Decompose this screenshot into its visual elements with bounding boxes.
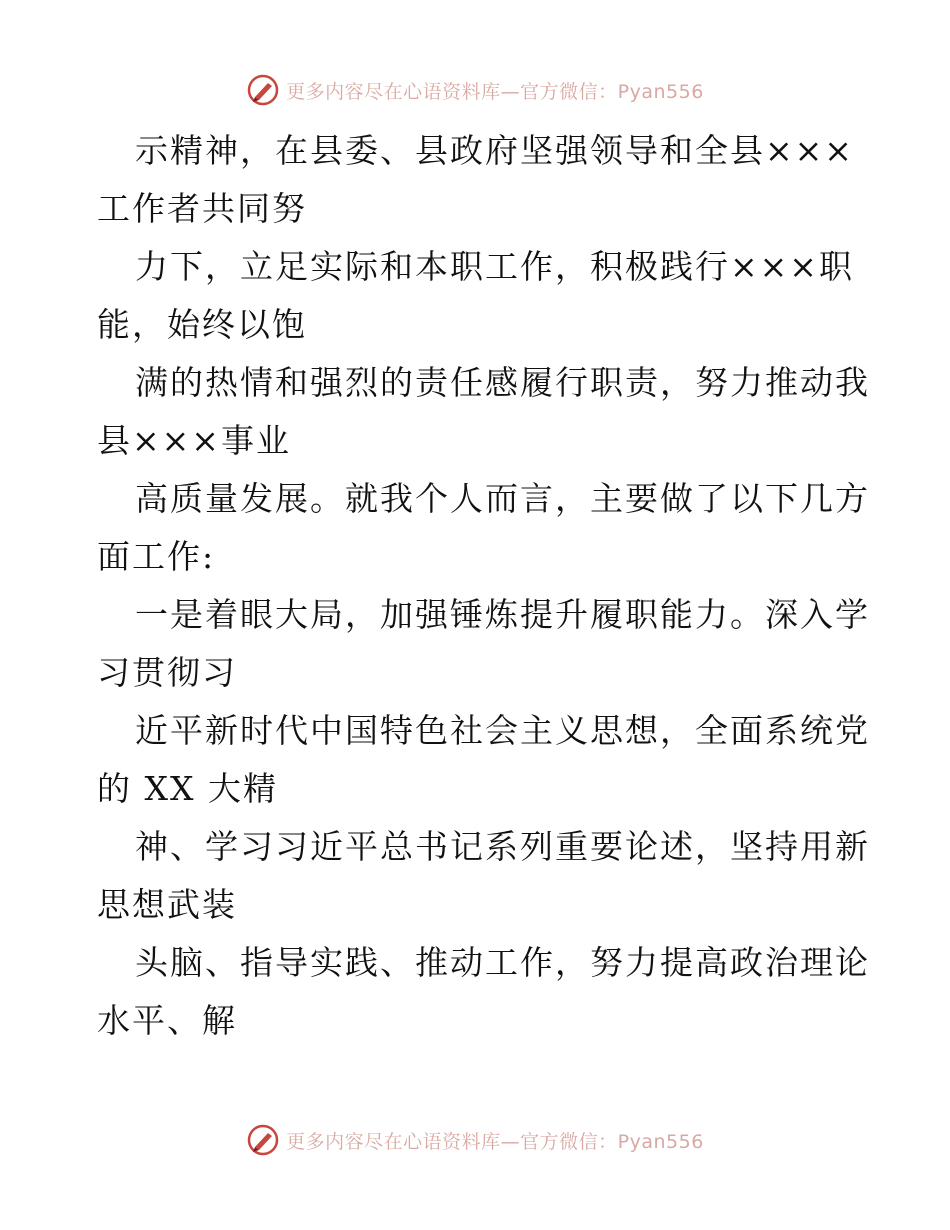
text-line: 水平、解 <box>97 1001 237 1040</box>
document-body <box>97 122 870 1050</box>
text-line: 的 XX 大精 <box>97 769 278 808</box>
text-line: 县×××事业 <box>97 421 291 460</box>
text-line: 工作者共同努 <box>97 189 307 228</box>
text-line: 一是着眼大局，加强锤炼提升履职能力。深入学 <box>135 595 870 634</box>
text-line: 满的热情和强烈的责任感履行职责，努力推动我 <box>135 363 870 402</box>
pen-logo-icon <box>246 1123 280 1157</box>
text-line: 头脑、指导实践、推动工作，努力提高政治理论 <box>135 943 870 982</box>
text-line: 力下，立足实际和本职工作，积极践行×××职 <box>135 247 854 286</box>
text-line: 能，始终以饱 <box>97 305 307 344</box>
pen-logo-icon <box>246 73 280 107</box>
text-line: 近平新时代中国特色社会主义思想，全面系统党 <box>135 711 870 750</box>
text-line: 思想武装 <box>97 885 237 924</box>
watermark-text: 更多内容尽在心语资料库—官方微信：Pyan556 <box>286 80 704 103</box>
watermark-text: 更多内容尽在心语资料库—官方微信：Pyan556 <box>286 1130 704 1153</box>
text-line: 高质量发展。就我个人而言，主要做了以下几方 <box>135 479 870 518</box>
text-line: 神、学习习近平总书记系列重要论述，坚持用新 <box>135 827 870 866</box>
text-line: 面工作: <box>97 537 216 576</box>
watermark-banner-top <box>0 70 950 110</box>
text-line: 习贯彻习 <box>97 653 237 692</box>
watermark-banner-bottom <box>0 1120 950 1160</box>
text-line: 示精神，在县委、县政府坚强领导和全县××× <box>135 131 854 170</box>
